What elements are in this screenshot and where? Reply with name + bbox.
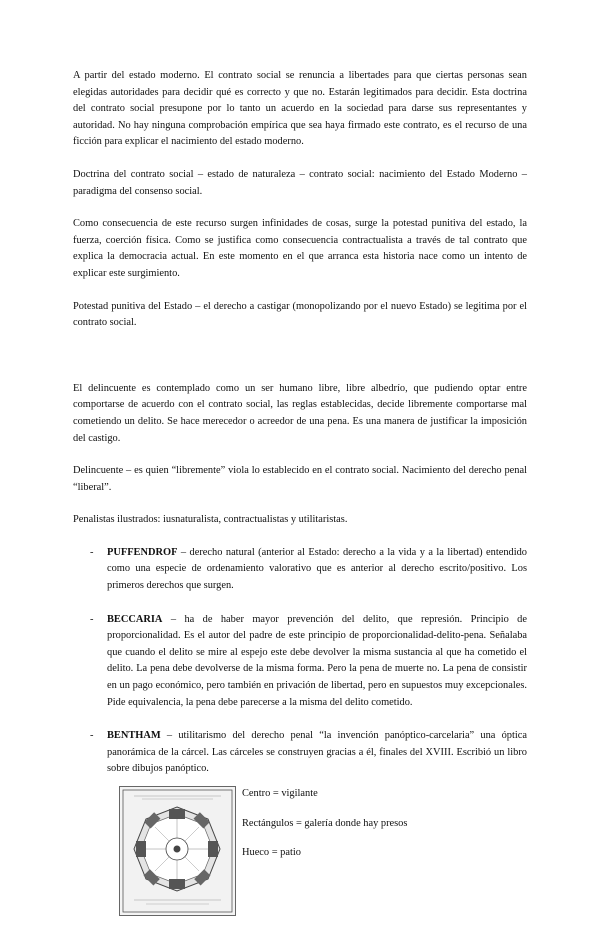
legend-rectangulos: Rectángulos = galería donde hay presos <box>242 817 408 829</box>
paragraph-estado-moderno: A partir del estado moderno. El contrato social se renuncia a libertades para que ciertas personas sean elegidas autoridades para decidir qué es correcto y que no. Estarán legitimados para decidir. Esta doctrina del contrato social presupone por lo tanto un acuerdo en la sociedad para darse sus representantes y autoridad. No hay ninguna comprobación empírica que sea haya firmado este contrato, es el recurso de una ficción para explicar el nacimiento del estado moderno. <box>73 70 527 148</box>
panopticon-legend <box>242 786 482 875</box>
panopticon-section <box>119 786 527 936</box>
legend-centro: Centro = vigilante <box>242 788 318 799</box>
list-item-beccaria <box>73 612 527 712</box>
paragraph-potestad: Potestad punitiva del Estado – el derecho a castigar (monopolizando por el nuevo Estado) se legitima por el contrato social. <box>73 300 527 329</box>
author-name: BECCARIA <box>107 613 163 625</box>
panopticon-drawing <box>120 787 235 915</box>
author-description: – derecho natural (anterior al Estado: derecho a la vida y a la libertad) entendido como una especie de ordenamiento valorativo que es anterior al derecho escrito/positivo. Los primeros derechos que surgen. <box>107 546 527 592</box>
penalistas-list <box>73 545 527 778</box>
list-dash: - <box>90 613 94 625</box>
paragraph-delincuente-definicion: Delincuente – es quien “libremente” viola lo establecido en el contrato social. Nacimiento del derecho penal “liberal”. <box>73 465 527 493</box>
author-description: – ha de haber mayor prevención del delito, que represión. Principio de proporcionalidad. Es el autor del padre de este principio de proporcionalidad-delito-pena. Señalaba que cuando el delito se mire al espejo este debe devolver la misma sustancia al que ha cometido el delito. La pena debe devolverse de la misma forma. Pero la pena de muerte no. La pena de consistir en un pago económico, pero también en privación de libertad, pero en supuestos muy excepcionales. Pide equivalencia, la pena debe parecerse a la misma del delito cometido. <box>107 613 527 708</box>
author-name: BENTHAM <box>107 730 161 742</box>
paragraph-consecuencia: Como consecuencia de este recurso surgen infinidades de cosas, surge la potestad punitiva del estado, la fuerza, coerción física. Como se justifica como consecuencia contractualista a través de tal contrato que explica la democracia actual. En este momento en el que arranca esta historia nace como un intento de explicar este surgimiento. <box>73 218 527 279</box>
panopticon-image <box>119 786 236 916</box>
list-dash: - <box>90 546 94 558</box>
section-gap <box>73 348 527 381</box>
list-item-bentham <box>73 728 527 778</box>
author-name: PUFFENDROF <box>107 546 178 558</box>
author-description: – utilitarismo del derecho penal “la invención panóptico-carcelaria” una óptica panorámica de la cárcel. Las cárceles se construyen gracias a él, finales del XVIII. Escribió un libro sobre dibujos panóptico. <box>107 730 527 775</box>
list-dash: - <box>90 730 94 742</box>
paragraph-doctrina: Doctrina del contrato social – estado de naturaleza – contrato social: nacimiento del Estado Moderno – paradigma del consenso social. <box>73 168 527 197</box>
list-item-puffendrof <box>73 545 527 595</box>
legend-hueco: Hueco = patio <box>242 847 301 859</box>
paragraph-penalistas: Penalistas ilustrados: iusnaturalista, contractualistas y utilitaristas. <box>73 514 348 526</box>
paragraph-delincuente-libre: El delincuente es contemplado como un ser humano libre, libre albedrío, que pudiendo optar entre comportarse de acuerdo con el contrato social, las reglas establecidas, decide libremente comportarse mal cometiendo un delito. Se hace merecedor o acreedor de una pena. Es una manera de justificar la imposición del castigo. <box>73 382 527 444</box>
document-body <box>73 68 527 936</box>
